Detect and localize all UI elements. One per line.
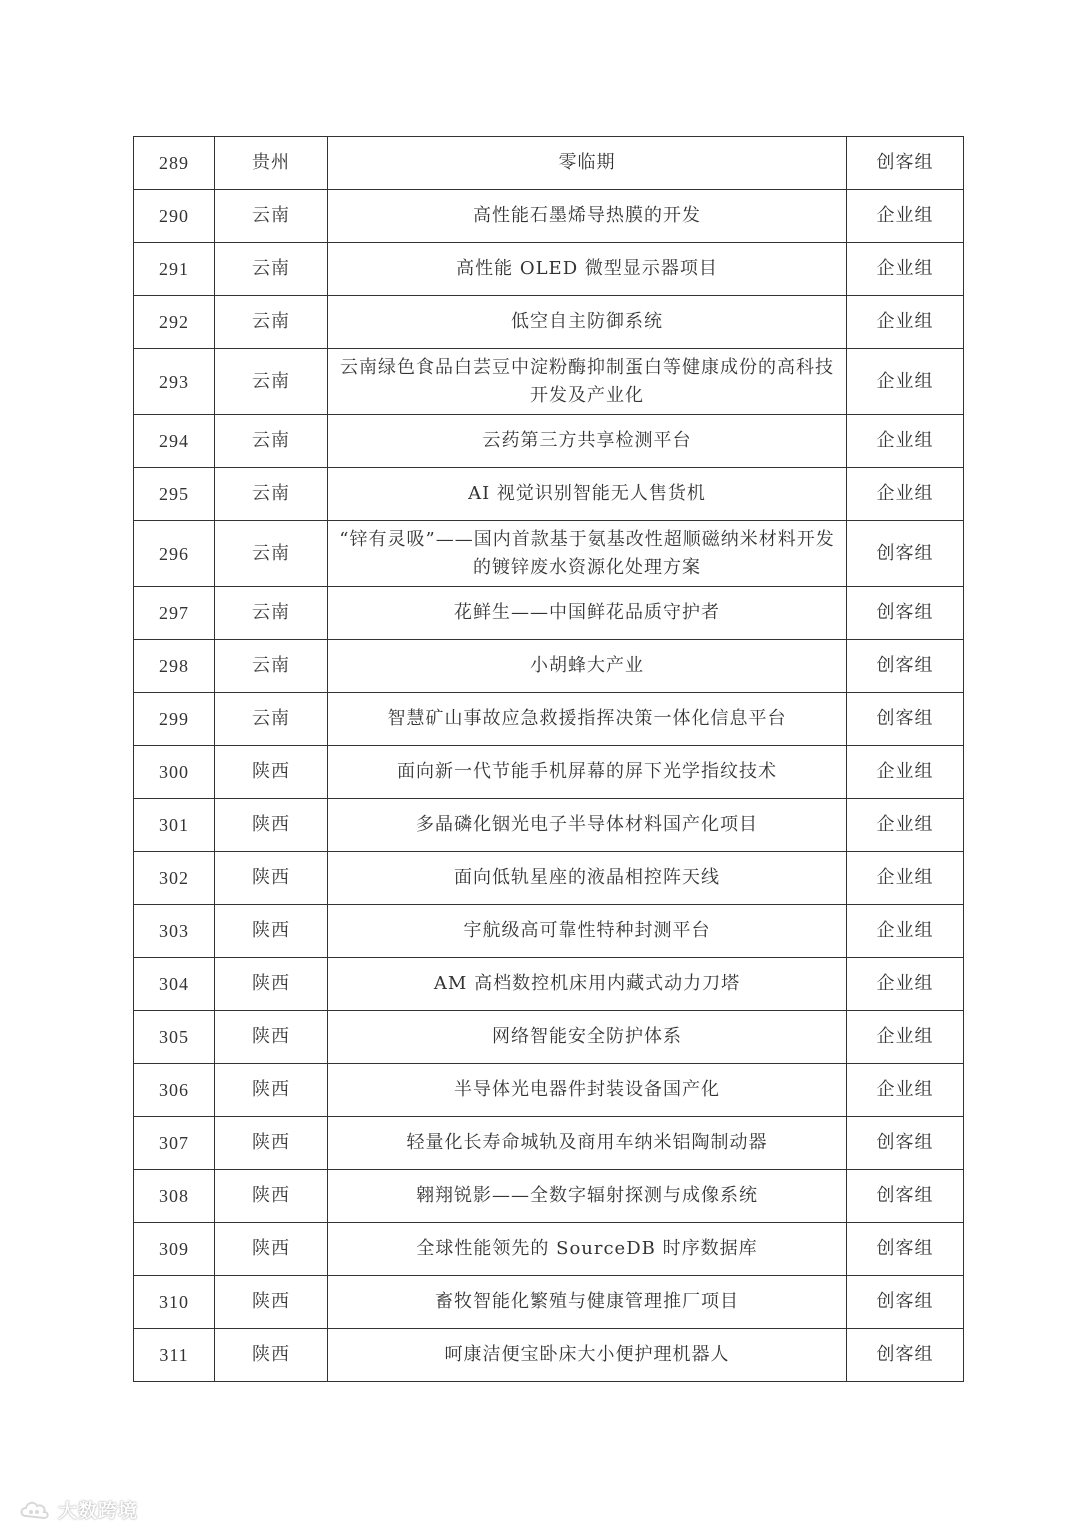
cell-number: 294 [134, 415, 215, 468]
cloud-logo-icon [18, 1498, 52, 1520]
cell-number: 290 [134, 190, 215, 243]
cell-number: 296 [134, 521, 215, 587]
cell-number: 309 [134, 1223, 215, 1276]
cell-province: 云南 [215, 243, 328, 296]
cell-group: 企业组 [847, 1011, 964, 1064]
table-row [134, 1329, 964, 1382]
cell-project-name: 高性能 OLED 微型显示器项目 [328, 243, 847, 296]
cell-project-name: 畜牧智能化繁殖与健康管理推厂项目 [328, 1276, 847, 1329]
cell-group: 企业组 [847, 958, 964, 1011]
table-row [134, 746, 964, 799]
cell-project-name: 花鲜生——中国鲜花品质守护者 [328, 587, 847, 640]
project-list-table [133, 136, 964, 1382]
cell-province: 云南 [215, 693, 328, 746]
cell-group: 企业组 [847, 468, 964, 521]
table-row [134, 137, 964, 190]
table-row [134, 243, 964, 296]
cell-group: 创客组 [847, 587, 964, 640]
cell-number: 304 [134, 958, 215, 1011]
cell-group: 创客组 [847, 521, 964, 587]
cell-number: 291 [134, 243, 215, 296]
cell-province: 陕西 [215, 799, 328, 852]
cell-project-name: 面向新一代节能手机屏幕的屏下光学指纹技术 [328, 746, 847, 799]
table-row [134, 1064, 964, 1117]
cell-number: 306 [134, 1064, 215, 1117]
cell-number: 308 [134, 1170, 215, 1223]
cell-number: 302 [134, 852, 215, 905]
cell-province: 陕西 [215, 1011, 328, 1064]
cell-project-name: 云药第三方共享检测平台 [328, 415, 847, 468]
cell-province: 陕西 [215, 852, 328, 905]
cell-project-name: 呵康洁便宝卧床大小便护理机器人 [328, 1329, 847, 1382]
cell-province: 陕西 [215, 1276, 328, 1329]
table-row [134, 905, 964, 958]
table-row [134, 190, 964, 243]
table-row [134, 1223, 964, 1276]
table-row [134, 415, 964, 468]
cell-group: 企业组 [847, 905, 964, 958]
cell-group: 企业组 [847, 852, 964, 905]
cell-project-name: AI 视觉识别智能无人售货机 [328, 468, 847, 521]
cell-group: 企业组 [847, 1064, 964, 1117]
table-row [134, 799, 964, 852]
cell-project-name: 轻量化长寿命城轨及商用车纳米铝陶制动器 [328, 1117, 847, 1170]
table-row [134, 640, 964, 693]
cell-project-name: 零临期 [328, 137, 847, 190]
table-body [134, 137, 964, 1382]
cell-province: 陕西 [215, 1117, 328, 1170]
cell-project-name: 小胡蜂大产业 [328, 640, 847, 693]
cell-province: 云南 [215, 190, 328, 243]
cell-project-name: AM 高档数控机床用内藏式动力刀塔 [328, 958, 847, 1011]
cell-province: 陕西 [215, 958, 328, 1011]
cell-project-name: 高性能石墨烯导热膜的开发 [328, 190, 847, 243]
cell-province: 陕西 [215, 1064, 328, 1117]
watermark-text: 大数跨境 [58, 1499, 139, 1522]
cell-province: 贵州 [215, 137, 328, 190]
cell-group: 创客组 [847, 137, 964, 190]
cell-province: 云南 [215, 587, 328, 640]
cell-province: 云南 [215, 640, 328, 693]
cell-group: 企业组 [847, 415, 964, 468]
cell-project-name: “锌有灵吸”——国内首款基于氨基改性超顺磁纳米材料开发的镀锌废水资源化处理方案 [328, 521, 847, 587]
cell-number: 311 [134, 1329, 215, 1382]
cell-province: 陕西 [215, 746, 328, 799]
table-row [134, 468, 964, 521]
cell-project-name: 面向低轨星座的液晶相控阵天线 [328, 852, 847, 905]
cell-number: 293 [134, 349, 215, 415]
cell-province: 陕西 [215, 1170, 328, 1223]
cell-number: 307 [134, 1117, 215, 1170]
cell-group: 企业组 [847, 349, 964, 415]
table-row [134, 1276, 964, 1329]
table-row [134, 587, 964, 640]
cell-number: 292 [134, 296, 215, 349]
table-row [134, 296, 964, 349]
cell-number: 305 [134, 1011, 215, 1064]
cell-province: 云南 [215, 349, 328, 415]
cell-number: 303 [134, 905, 215, 958]
cell-province: 陕西 [215, 1223, 328, 1276]
cell-group: 创客组 [847, 1276, 964, 1329]
cell-group: 企业组 [847, 746, 964, 799]
table-row [134, 521, 964, 587]
cell-province: 陕西 [215, 1329, 328, 1382]
cell-number: 298 [134, 640, 215, 693]
cell-project-name: 半导体光电器件封装设备国产化 [328, 1064, 847, 1117]
cell-group: 创客组 [847, 1170, 964, 1223]
cell-number: 301 [134, 799, 215, 852]
cell-province: 云南 [215, 521, 328, 587]
cell-number: 289 [134, 137, 215, 190]
cell-group: 企业组 [847, 799, 964, 852]
cell-group: 企业组 [847, 190, 964, 243]
cell-group: 创客组 [847, 1117, 964, 1170]
cell-project-name: 云南绿色食品白芸豆中淀粉酶抑制蛋白等健康成份的高科技开发及产业化 [328, 349, 847, 415]
cell-number: 310 [134, 1276, 215, 1329]
table-row [134, 852, 964, 905]
table-row [134, 1011, 964, 1064]
cell-project-name: 智慧矿山事故应急救援指挥决策一体化信息平台 [328, 693, 847, 746]
cell-number: 300 [134, 746, 215, 799]
cell-group: 创客组 [847, 640, 964, 693]
table-row [134, 1170, 964, 1223]
watermark [18, 1496, 138, 1522]
cell-group: 企业组 [847, 296, 964, 349]
cell-province: 云南 [215, 296, 328, 349]
cell-province: 云南 [215, 415, 328, 468]
cell-group: 创客组 [847, 693, 964, 746]
cell-group: 创客组 [847, 1329, 964, 1382]
cell-province: 云南 [215, 468, 328, 521]
cell-number: 299 [134, 693, 215, 746]
cell-project-name: 全球性能领先的 SourceDB 时序数据库 [328, 1223, 847, 1276]
cell-number: 295 [134, 468, 215, 521]
cell-project-name: 多晶磷化铟光电子半导体材料国产化项目 [328, 799, 847, 852]
cell-province: 陕西 [215, 905, 328, 958]
cell-group: 创客组 [847, 1223, 964, 1276]
cell-project-name: 网络智能安全防护体系 [328, 1011, 847, 1064]
cell-project-name: 低空自主防御系统 [328, 296, 847, 349]
table-row [134, 349, 964, 415]
cell-project-name: 宇航级高可靠性特种封测平台 [328, 905, 847, 958]
table-row [134, 958, 964, 1011]
table-row [134, 693, 964, 746]
cell-group: 企业组 [847, 243, 964, 296]
table-row [134, 1117, 964, 1170]
cell-number: 297 [134, 587, 215, 640]
cell-project-name: 翱翔锐影——全数字辐射探测与成像系统 [328, 1170, 847, 1223]
